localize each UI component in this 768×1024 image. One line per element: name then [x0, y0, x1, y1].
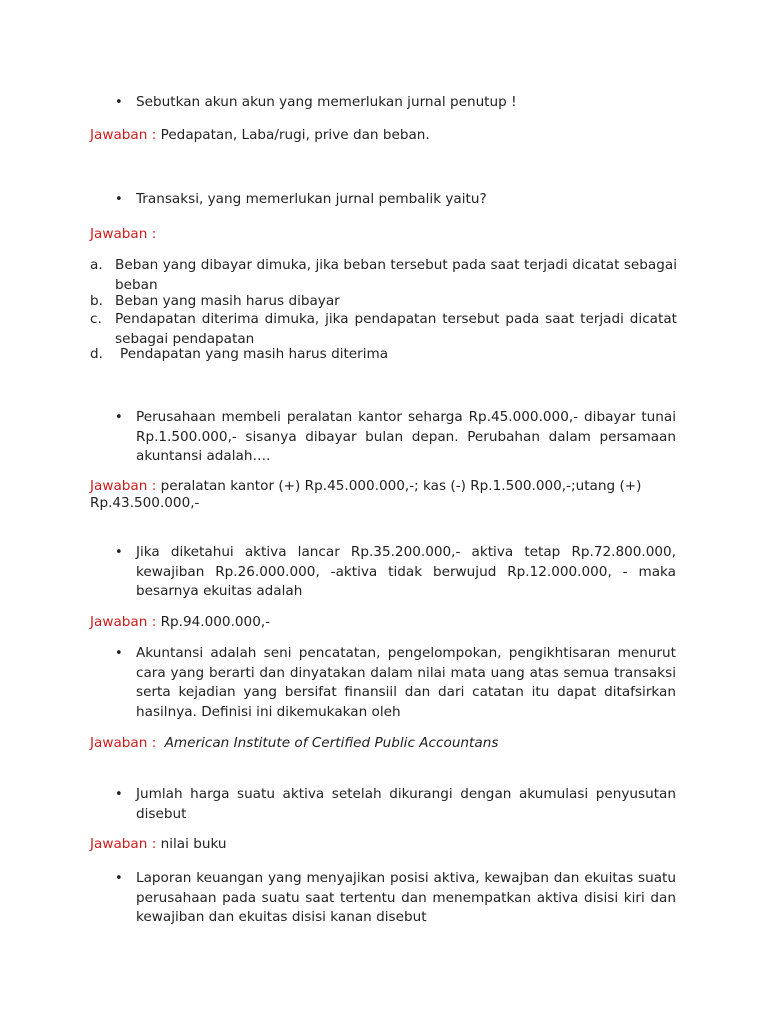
answer-6	[90, 835, 227, 854]
bullet-icon: •	[115, 192, 123, 207]
answer-colon: :	[147, 478, 161, 494]
question-3: Perusahaan membeli peralatan kantor seharga Rp.45.000.000,- dibayar tunai Rp.1.500.000,- sisanya dibayar bulan depan. Perubahan dalam persamaan akuntansi adalah….	[136, 409, 676, 464]
answer-text: peralatan kantor (+) Rp.45.000.000,-; kas (-) Rp.1.500.000,-;utang (+)	[160, 478, 642, 494]
question-5: Akuntansi adalah seni pencatatan, pengelompokan, pengikhtisaran menurut cara yang berarti dan dinyatakan dalam nilai mata uang atas semua transaksi serta kejadian yang bersifat finansiil dan dari catatan itu dapat ditafsirkan hasilnya. Definisi ini dikemukakan oleh	[136, 645, 676, 720]
bullet-icon: •	[115, 871, 123, 886]
question-2: Transaksi, yang memerlukan jurnal pembalik yaitu?	[136, 191, 487, 207]
answer-label: Jawaban	[90, 127, 148, 143]
answer-text: Rp.94.000.000,-	[160, 614, 271, 630]
answer-4	[90, 613, 270, 632]
list-marker: a.	[90, 257, 103, 273]
list-item: Pendapatan yang masih harus diterima	[120, 346, 389, 362]
answer-2	[90, 225, 156, 244]
answer-3-continued: Rp.43.500.000,-	[90, 495, 200, 511]
list-item: Pendapatan diterima dimuka, jika pendapatan tersebut pada saat terjadi dicatat sebagai pendapatan	[115, 311, 677, 347]
answer-colon: :	[147, 127, 161, 143]
answer-colon: :	[147, 614, 161, 630]
list-item: Beban yang dibayar dimuka, jika beban tersebut pada saat terjadi dicatat sebagai beban	[115, 257, 677, 293]
question-1: Sebutkan akun akun yang memerlukan jurnal penutup !	[136, 94, 517, 110]
bullet-icon: •	[115, 787, 123, 802]
bullet-icon: •	[115, 545, 123, 560]
bullet-icon: •	[115, 410, 123, 425]
question-6: Jumlah harga suatu aktiva setelah dikurangi dengan akumulasi penyusutan disebut	[136, 786, 676, 822]
answer-label: Jawaban	[90, 836, 148, 852]
list-item: Beban yang masih harus dibayar	[115, 293, 340, 309]
list-marker: c.	[90, 311, 102, 327]
answer-label: Jawaban	[90, 226, 148, 242]
question-7: Laporan keuangan yang menyajikan posisi aktiva, kewajban dan ekuitas suatu perusahaan pada suatu saat tertentu dan menempatkan aktiva disisi kiri dan kewajiban dan ekuitas disisi kanan disebut	[136, 870, 676, 925]
answer-colon: :	[147, 226, 157, 242]
bullet-icon: •	[115, 646, 123, 661]
answer-text: Pedapatan, Laba/rugi, prive dan beban.	[160, 127, 430, 143]
bullet-icon: •	[115, 95, 123, 110]
question-4: Jika diketahui aktiva lancar Rp.35.200.000,- aktiva tetap Rp.72.800.000, kewajiban Rp.26.000.000, -aktiva tidak berwujud Rp.12.000.000, - maka besarnya ekuitas adalah	[136, 544, 676, 599]
list-marker: d.	[90, 346, 103, 362]
answer-label: Jawaban	[90, 478, 148, 494]
answer-label: Jawaban	[90, 735, 148, 751]
list-marker: b.	[90, 293, 103, 309]
answer-text: nilai buku	[160, 836, 227, 852]
answer-colon: :	[147, 836, 161, 852]
answer-text: American Institute of Certified Public Accountans	[164, 735, 499, 751]
answer-colon: :	[147, 735, 161, 751]
answer-label: Jawaban	[90, 614, 148, 630]
answer-1	[90, 126, 430, 145]
answer-5	[90, 734, 498, 753]
